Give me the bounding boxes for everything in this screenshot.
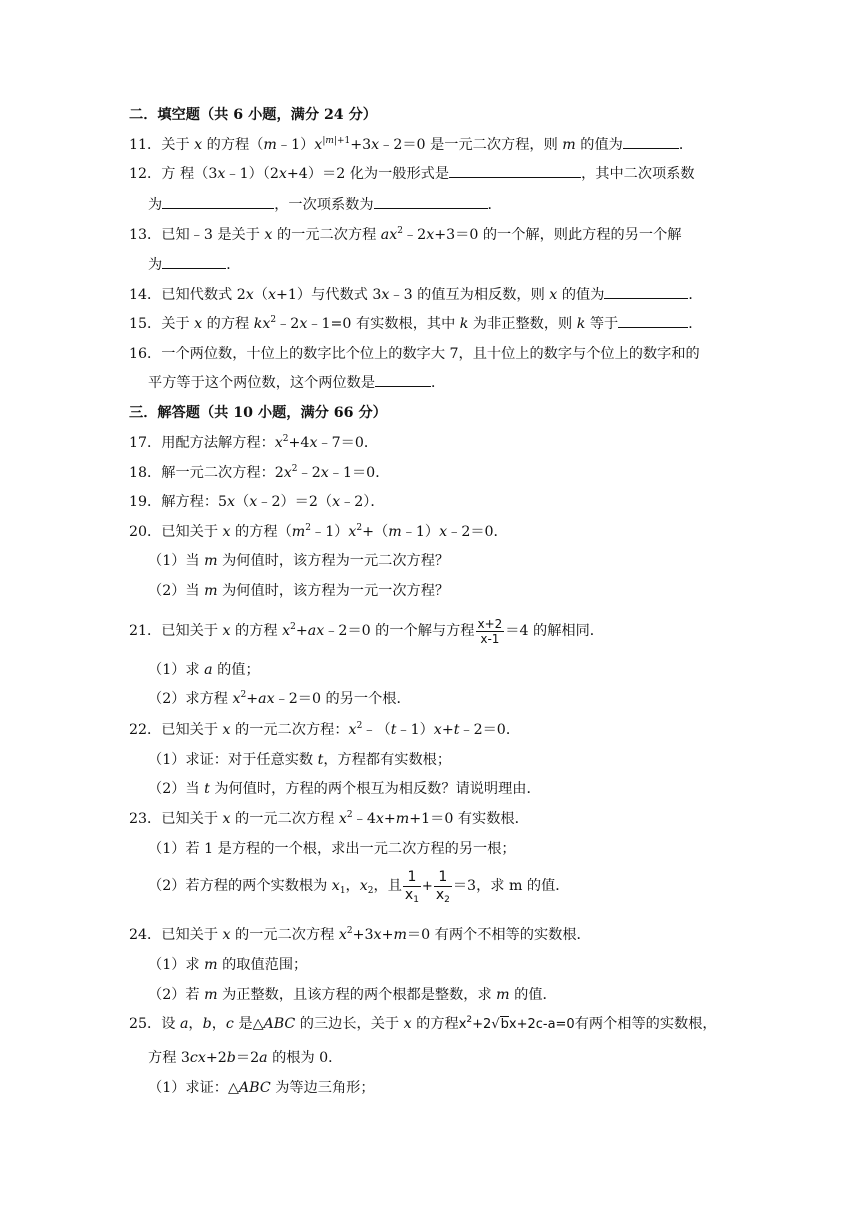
question-25-line-1: 25．设 a，b，c 是△ABC 的三边长，关于 x 的方程$x^2+2√bx+2c-a=0$有两个相等的实数根， xyxy=(129,1015,717,1032)
question-13-line-2: 为 ． xyxy=(148,254,860,276)
question-24-part-1: （1）求 m 的取值范围； xyxy=(148,957,308,973)
question-number: 22． xyxy=(129,722,162,738)
answer-blank[interactable] xyxy=(375,372,431,387)
question-20: 20．已知关于 x 的方程$(m^2﹣1)x^2+(m﹣1)x﹣2=0$． xyxy=(129,523,508,540)
question-12-line-2: 为 ，一次项系数为 ． xyxy=(148,194,860,216)
question-number: 12． xyxy=(129,166,162,182)
fraction: $\frac{x+2}{x-1}$ xyxy=(477,616,503,646)
question-number: 24． xyxy=(129,927,162,943)
question-number: 18． xyxy=(129,465,162,481)
question-number: 14． xyxy=(129,287,162,303)
question-number: 15． xyxy=(129,316,162,332)
question-18: 18．解一元二次方程：$2x^2﹣2x﹣1=0$． xyxy=(129,464,390,481)
question-25-line-2: 方程 3cx+2b＝2a 的根为 0． xyxy=(148,1050,343,1066)
question-17: 17．用配方法解方程：$x^2+4x﹣7=0$． xyxy=(129,434,379,451)
question-16-line-1: 16．一个两位数，十位上的数字比个位上的数字大 7，且十位上的数字与个位上的数字和的 xyxy=(129,346,700,362)
question-23-part-2: （2）若方程的两个实数根为 $x_1$，$x_2$，且 $\frac{1}{x_1}$ + $\frac{1}{x_2}$ ＝3，求 m 的值． xyxy=(148,868,570,905)
question-11: 11．关于 x 的方程$(m﹣1)x^{|m|+1}+3x﹣2=0$ 是一元二次方程，则 m 的值为 ． xyxy=(129,136,694,153)
question-20-part-1: （1）当 m 为何值时，该方程为一元二次方程？ xyxy=(148,553,450,569)
question-number: 11． xyxy=(129,137,162,153)
question-20-part-2: （2）当 m 为何值时，该方程为一元一次方程？ xyxy=(148,583,450,599)
question-number: 16． xyxy=(129,346,162,362)
question-number: 23． xyxy=(129,811,162,827)
question-22-part-2: （2）当 t 为何值时，方程的两个根互为相反数？请说明理由． xyxy=(148,781,541,797)
answer-blank[interactable] xyxy=(604,284,688,299)
question-23-part-1: （1）若 1 是方程的一个根，求出一元二次方程的另一根； xyxy=(148,841,516,857)
answer-blank[interactable] xyxy=(623,134,679,149)
question-19: 19．解方程：5x（x﹣2）＝2（x﹣2）． xyxy=(129,494,385,510)
answer-blank[interactable] xyxy=(618,313,688,328)
answer-blank[interactable] xyxy=(374,194,488,209)
question-14: 14．已知代数式 2x（x+1）与代数式 3x﹣3 的值互为相反数，则 x 的值为 ． xyxy=(129,284,860,306)
answer-blank[interactable] xyxy=(162,194,274,209)
question-24-part-2: （2）若 m 为正整数，且该方程的两个根都是整数，求 m 的值． xyxy=(148,987,557,1003)
equation-image: $x^2+2√bx+2c-a=0$ xyxy=(458,1015,575,1032)
question-23: 23．已知关于 x 的一元二次方程 $x^2﹣4x+m+1=0$ 有实数根． xyxy=(129,810,529,827)
question-24: 24．已知关于 x 的一元二次方程 $x^2+3x+m=0$ 有两个不相等的实数根． xyxy=(129,926,591,943)
question-12-line-1: 12．方 程（3x﹣1）（2x+4）＝2 化为一般形式是 ，其中二次项系数 xyxy=(129,163,860,185)
section-2-title: 二．填空题（共 6 小题，满分 24 分） xyxy=(129,107,377,123)
question-21-part-1: （1）求 a 的值； xyxy=(148,662,260,678)
question-number: 25． xyxy=(129,1016,162,1032)
question-25-part-1: （1）求证：△ABC 为等边三角形； xyxy=(148,1080,375,1096)
section-3-title: 三．解答题（共 10 小题，满分 66 分） xyxy=(129,405,387,421)
question-21-part-2: （2）求方程 $x^2+ax﹣2=0$ 的另一个根． xyxy=(148,690,411,707)
question-16-line-2: 平方等于这个两位数，这个两位数是 ． xyxy=(148,372,860,394)
question-22: 22．已知关于 x 的一元二次方程：$x^2﹣(t﹣1)x+t﹣2=0$． xyxy=(129,721,521,738)
answer-blank[interactable] xyxy=(449,163,581,178)
answer-blank[interactable] xyxy=(162,254,226,269)
question-number: 19． xyxy=(129,494,162,510)
question-13-line-1: 13．已知﹣3 是关于 x 的一元二次方程 $ax^2﹣2x+3=0$ 的一个解，则此方程的另一个解 xyxy=(129,226,682,243)
question-number: 20． xyxy=(129,524,162,540)
question-number: 21． xyxy=(129,623,162,639)
question-number: 13． xyxy=(129,227,162,243)
fraction: $\frac{1}{x_2}$ xyxy=(435,868,450,905)
question-22-part-1: （1）求证：对于任意实数 t，方程都有实数根； xyxy=(148,752,452,768)
fraction: $\frac{1}{x_1}$ xyxy=(404,868,419,905)
question-15: 15．关于 x 的方程 $kx^2﹣2x﹣1=0$ 有实数根，其中 k 为非正整数，则 k 等于 ． xyxy=(129,315,703,332)
question-number: 17． xyxy=(129,435,162,451)
question-21: 21．已知关于 x 的方程 $x^2+ax﹣2=0$ 的一个解与方程 $\frac{x+2}{x-1}$ ＝4 的解相同． xyxy=(129,616,604,646)
